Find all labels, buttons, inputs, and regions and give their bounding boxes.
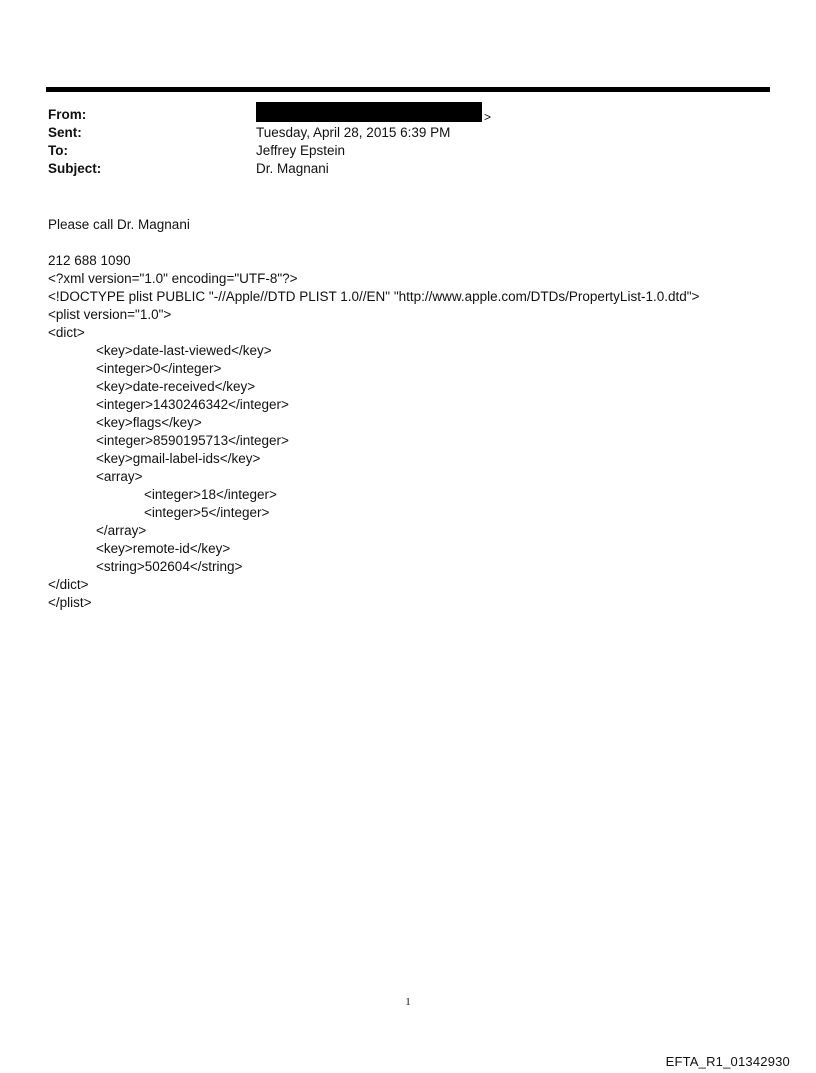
body-line-phone: 212 688 1090 xyxy=(48,253,131,268)
from-label: From: xyxy=(48,107,87,122)
code-line: </plist> xyxy=(48,595,92,610)
code-line: <key>gmail-label-ids</key> xyxy=(96,451,261,466)
code-line: <key>remote-id</key> xyxy=(96,541,231,556)
to-row xyxy=(48,142,748,160)
plist-code-block xyxy=(48,270,699,612)
code-line: <integer>18</integer> xyxy=(144,487,277,502)
subject-label: Subject: xyxy=(48,161,102,176)
code-line: <string>502604</string> xyxy=(96,559,243,574)
code-line: <key>date-last-viewed</key> xyxy=(96,343,272,358)
body-line-call: Please call Dr. Magnani xyxy=(48,217,190,232)
code-line: <dict> xyxy=(48,325,85,340)
email-header xyxy=(48,106,748,178)
document-id: EFTA_R1_01342930 xyxy=(665,1054,790,1069)
to-label: To: xyxy=(48,143,68,158)
email-body xyxy=(48,216,699,612)
code-line: <key>date-received</key> xyxy=(96,379,256,394)
sent-value: Tuesday, April 28, 2015 6:39 PM xyxy=(256,125,451,140)
code-line: </dict> xyxy=(48,577,89,592)
subject-row xyxy=(48,160,748,178)
from-value xyxy=(256,106,491,126)
page-number: 1 xyxy=(405,996,411,1008)
code-line: <key>flags</key> xyxy=(96,415,202,430)
code-line: <integer>5</integer> xyxy=(144,505,270,520)
from-row xyxy=(48,106,748,124)
code-line: <integer>0</integer> xyxy=(96,361,222,376)
sent-label: Sent: xyxy=(48,125,82,140)
code-line: <?xml version="1.0" encoding="UTF-8"?> xyxy=(48,271,298,286)
sent-row xyxy=(48,124,748,142)
code-line: <!DOCTYPE plist PUBLIC "-//Apple//DTD PLIST 1.0//EN" "http://www.apple.com/DTDs/PropertyList-1.0.dtd"> xyxy=(48,289,700,304)
code-line: <integer>8590195713</integer> xyxy=(96,433,289,448)
code-line: <plist version="1.0"> xyxy=(48,307,172,322)
code-line: </array> xyxy=(96,523,147,538)
subject-value: Dr. Magnani xyxy=(256,161,329,176)
code-line: <array> xyxy=(96,469,143,484)
to-value: Jeffrey Epstein xyxy=(256,143,346,158)
from-trail: > xyxy=(484,110,492,124)
code-line: <integer>1430246342</integer> xyxy=(96,397,289,412)
header-rule xyxy=(46,87,770,92)
redaction-block xyxy=(256,102,482,122)
